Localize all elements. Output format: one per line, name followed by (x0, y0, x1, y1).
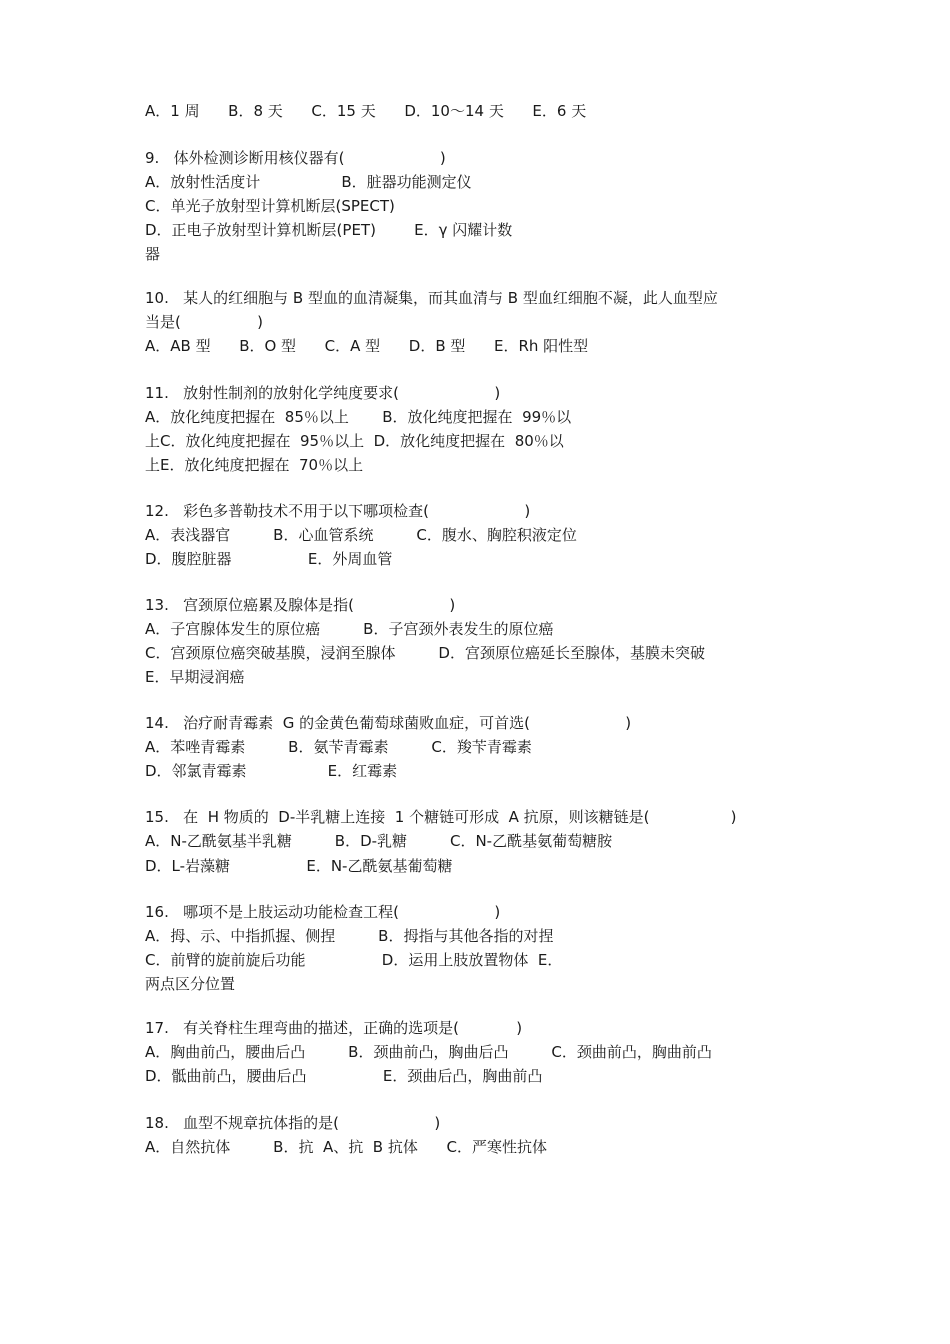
q16-options-1: A．拇、示、中指抓握、侧捏 B．拇指与其他各指的对捏 (145, 927, 554, 945)
q10-stem-continued: 当是( ) (145, 313, 263, 331)
q9-option-e-continued: 器 (145, 245, 161, 263)
q16-stem: 16. 哪项不是上肢运动功能检查工程( ) (145, 903, 501, 921)
q12-stem: 12. 彩色多普勒技术不用于以下哪项检查( ) (145, 502, 531, 520)
q17-options-1: A．胸曲前凸，腰曲后凸 B．颈曲前凸，胸曲后凸 C．颈曲前凸，胸曲前凸 (145, 1043, 712, 1061)
q12-options-2: D．腹腔脏器 E．外周血管 (145, 550, 393, 568)
q16-options-2: C．前臂的旋前旋后功能 D．运用上肢放置物体 E． (145, 951, 563, 969)
q18-stem: 18. 血型不规章抗体指的是( ) (145, 1114, 441, 1132)
q17-stem: 17. 有关脊柱生理弯曲的描述，正确的选项是( ) (145, 1019, 523, 1037)
q15-stem: 15. 在 H 物质的 D-半乳糖上连接 1 个糖链可形成 A 抗原，则该糖链是( ) (145, 808, 737, 826)
q13-options-1: A．子宫腺体发生的原位癌 B．子宫颈外表发生的原位癌 (145, 620, 554, 638)
q13-stem: 13. 宫颈原位癌累及腺体是指( ) (145, 596, 456, 614)
q11-options-2: 上C．放化纯度把握在 95％以上 D．放化纯度把握在 80％以 (145, 432, 564, 450)
q12-options-1: A．表浅器官 B．心血管系统 C．腹水、胸腔积液定位 (145, 526, 577, 544)
q13-options-3: E．早期浸润癌 (145, 668, 245, 686)
q15-options-2: D．L-岩藻糖 E．N-乙酰氨基葡萄糖 (145, 857, 453, 875)
q15-options-1: A．N-乙酰氨基半乳糖 B．D-乳糖 C．N-乙酰基氨葡萄糖胺 (145, 832, 613, 850)
q11-stem: 11. 放射性制剂的放射化学纯度要求( ) (145, 384, 501, 402)
q13-options-2: C．宫颈原位癌突破基膜，浸润至腺体 D．宫颈原位癌延长至腺体，基膜未突破 (145, 644, 705, 662)
q11-options-1: A．放化纯度把握在 85％以上 B．放化纯度把握在 99％以 (145, 408, 572, 426)
q14-stem: 14. 治疗耐青霉素 G 的金黄色葡萄球菌败血症，可首选( ) (145, 714, 632, 732)
q16-options-3: 两点区分位置 (145, 975, 236, 993)
q11-options-3: 上E．放化纯度把握在 70％以上 (145, 456, 364, 474)
q14-options-2: D．邻氯青霉素 E．红霉素 (145, 762, 398, 780)
q8-options: A．1 周 B．8 天 C．15 天 D．10～14 天 E．6 天 (145, 102, 587, 120)
q10-stem: 10. 某人的红细胞与 B 型血的血清凝集，而其血清与 B 型血红细胞不凝，此人血型应 (145, 289, 718, 307)
q9-options-de: D．正电子放射型计算机断层(PET) E．γ 闪耀计数 (145, 221, 513, 239)
q17-options-2: D．骶曲前凸，腰曲后凸 E．颈曲后凸，胸曲前凸 (145, 1067, 543, 1085)
q10-options: A．AB 型 B．O 型 C．A 型 D．B 型 E．Rh 阳性型 (145, 337, 589, 355)
q9-options-ab: A．放射性活度计 B．脏器功能测定仪 (145, 173, 472, 191)
q14-options-1: A．苯唑青霉素 B．氨苄青霉素 C．羧苄青霉素 (145, 738, 532, 756)
q9-stem: 9. 体外检测诊断用核仪器有( ) (145, 149, 446, 167)
q9-option-c: C．单光子放射型计算机断层(SPECT) (145, 197, 395, 215)
q18-options-1: A．自然抗体 B．抗 A、抗 B 抗体 C．严寒性抗体 (145, 1138, 547, 1156)
